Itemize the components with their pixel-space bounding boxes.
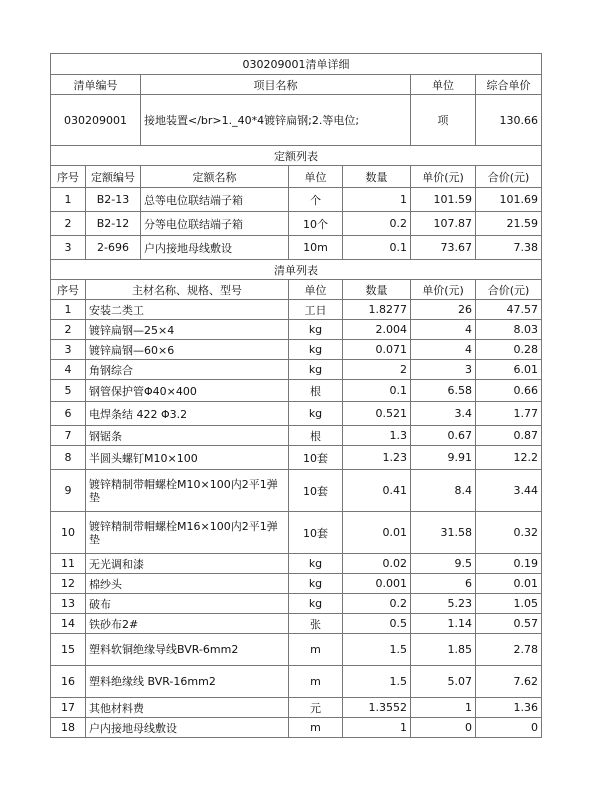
material-unit: 工日 xyxy=(289,300,343,320)
bill-detail-table xyxy=(50,53,542,738)
list-unit-header: 单位 xyxy=(411,75,476,95)
material-name: 镀锌精制带帽螺栓M16×100内2平1弹垫 xyxy=(86,512,289,554)
table-row xyxy=(51,614,542,634)
material-seq: 3 xyxy=(51,340,86,360)
material-name: 镀锌扁钢—60×6 xyxy=(86,340,289,360)
list-price: 130.66 xyxy=(476,95,542,146)
material-price: 6.58 xyxy=(411,380,476,402)
quota-qty: 1 xyxy=(343,188,411,212)
material-unit: 根 xyxy=(289,380,343,402)
material-qty: 0.521 xyxy=(343,402,411,426)
material-seq: 16 xyxy=(51,666,86,698)
material-name: 铁砂布2# xyxy=(86,614,289,634)
material-qty-header: 数量 xyxy=(343,280,411,300)
material-total: 0 xyxy=(476,718,542,738)
material-seq-header: 序号 xyxy=(51,280,86,300)
material-seq: 6 xyxy=(51,402,86,426)
material-seq: 7 xyxy=(51,426,86,446)
material-qty: 0.41 xyxy=(343,470,411,512)
table-row xyxy=(51,380,542,402)
material-qty: 0.01 xyxy=(343,512,411,554)
material-seq: 14 xyxy=(51,614,86,634)
table-row xyxy=(51,426,542,446)
material-qty: 0.02 xyxy=(343,554,411,574)
table-row xyxy=(51,718,542,738)
quota-name: 户内接地母线敷设 xyxy=(141,236,289,260)
material-seq: 13 xyxy=(51,594,86,614)
list-price-header: 综合单价 xyxy=(476,75,542,95)
material-seq: 1 xyxy=(51,300,86,320)
material-qty: 1.8277 xyxy=(343,300,411,320)
material-qty: 2.004 xyxy=(343,320,411,340)
table-row xyxy=(51,320,542,340)
material-qty: 2 xyxy=(343,360,411,380)
material-total: 2.78 xyxy=(476,634,542,666)
material-total: 0.01 xyxy=(476,574,542,594)
material-name: 镀锌精制带帽螺栓M10×100内2平1弹垫 xyxy=(86,470,289,512)
table-row xyxy=(51,300,542,320)
material-seq: 4 xyxy=(51,360,86,380)
material-name: 角钢综合 xyxy=(86,360,289,380)
table-row xyxy=(51,512,542,554)
quota-section-title: 定额列表 xyxy=(51,146,542,166)
material-unit: 10套 xyxy=(289,470,343,512)
material-total: 0.66 xyxy=(476,380,542,402)
material-total: 0.87 xyxy=(476,426,542,446)
material-unit: 张 xyxy=(289,614,343,634)
list-name-header: 项目名称 xyxy=(141,75,411,95)
material-price: 1.14 xyxy=(411,614,476,634)
material-total: 0.19 xyxy=(476,554,542,574)
list-code-header: 清单编号 xyxy=(51,75,141,95)
quota-total: 21.59 xyxy=(476,212,542,236)
quota-unit: 个 xyxy=(289,188,343,212)
material-name: 破布 xyxy=(86,594,289,614)
quota-qty: 0.2 xyxy=(343,212,411,236)
material-qty: 1.23 xyxy=(343,446,411,470)
material-price: 5.07 xyxy=(411,666,476,698)
material-total: 1.77 xyxy=(476,402,542,426)
material-qty: 1.3552 xyxy=(343,698,411,718)
material-unit: 根 xyxy=(289,426,343,446)
material-price: 4 xyxy=(411,340,476,360)
quota-total: 7.38 xyxy=(476,236,542,260)
table-row xyxy=(51,470,542,512)
material-seq: 2 xyxy=(51,320,86,340)
material-price: 4 xyxy=(411,320,476,340)
quota-total: 101.69 xyxy=(476,188,542,212)
material-price: 26 xyxy=(411,300,476,320)
material-unit: kg xyxy=(289,402,343,426)
material-price: 3.4 xyxy=(411,402,476,426)
material-price: 31.58 xyxy=(411,512,476,554)
material-total: 12.2 xyxy=(476,446,542,470)
material-total-header: 合价(元) xyxy=(476,280,542,300)
material-price: 1 xyxy=(411,698,476,718)
quota-name: 分等电位联结端子箱 xyxy=(141,212,289,236)
material-price: 9.91 xyxy=(411,446,476,470)
table-row xyxy=(51,446,542,470)
quota-code: B2-13 xyxy=(86,188,141,212)
material-seq: 18 xyxy=(51,718,86,738)
material-qty: 1.5 xyxy=(343,634,411,666)
material-unit-header: 单位 xyxy=(289,280,343,300)
material-qty: 0.5 xyxy=(343,614,411,634)
material-name: 塑料绝缘线 BVR-16mm2 xyxy=(86,666,289,698)
quota-qty-header: 数量 xyxy=(343,166,411,188)
material-total: 1.05 xyxy=(476,594,542,614)
material-unit: kg xyxy=(289,574,343,594)
material-total: 7.62 xyxy=(476,666,542,698)
material-total: 1.36 xyxy=(476,698,542,718)
quota-price-header: 单价(元) xyxy=(411,166,476,188)
material-name: 半圆头螺钉M10×100 xyxy=(86,446,289,470)
material-seq: 12 xyxy=(51,574,86,594)
material-name: 镀锌扁钢—25×4 xyxy=(86,320,289,340)
material-unit: kg xyxy=(289,340,343,360)
material-qty: 1.5 xyxy=(343,666,411,698)
material-seq: 8 xyxy=(51,446,86,470)
material-unit: kg xyxy=(289,320,343,340)
material-unit: kg xyxy=(289,554,343,574)
material-total: 3.44 xyxy=(476,470,542,512)
material-price: 6 xyxy=(411,574,476,594)
material-name: 塑料软铜绝缘导线BVR-6mm2 xyxy=(86,634,289,666)
quota-qty: 0.1 xyxy=(343,236,411,260)
material-seq: 5 xyxy=(51,380,86,402)
material-price: 0.67 xyxy=(411,426,476,446)
material-qty: 0.001 xyxy=(343,574,411,594)
quota-seq-header: 序号 xyxy=(51,166,86,188)
material-price: 0 xyxy=(411,718,476,738)
table-row xyxy=(51,666,542,698)
table-row xyxy=(51,594,542,614)
material-total: 6.01 xyxy=(476,360,542,380)
material-seq: 11 xyxy=(51,554,86,574)
material-total: 0.32 xyxy=(476,512,542,554)
material-total: 0.57 xyxy=(476,614,542,634)
quota-code: B2-12 xyxy=(86,212,141,236)
material-price: 9.5 xyxy=(411,554,476,574)
table-row xyxy=(51,360,542,380)
material-price-header: 单价(元) xyxy=(411,280,476,300)
material-name: 钢管保护管Φ40×400 xyxy=(86,380,289,402)
quota-row xyxy=(51,236,542,260)
material-total: 0.28 xyxy=(476,340,542,360)
material-name: 钢锯条 xyxy=(86,426,289,446)
material-unit: m xyxy=(289,718,343,738)
material-qty: 1.3 xyxy=(343,426,411,446)
table-row xyxy=(51,554,542,574)
list-unit: 项 xyxy=(411,95,476,146)
quota-seq: 1 xyxy=(51,188,86,212)
quota-code-header: 定额编号 xyxy=(86,166,141,188)
quota-price: 107.87 xyxy=(411,212,476,236)
quota-code: 2-696 xyxy=(86,236,141,260)
quota-unit: 10m xyxy=(289,236,343,260)
quota-seq: 3 xyxy=(51,236,86,260)
material-list xyxy=(51,300,542,738)
material-price: 3 xyxy=(411,360,476,380)
list-code: 030209001 xyxy=(51,95,141,146)
table-title: 030209001清单详细 xyxy=(51,54,542,75)
material-name: 安装二类工 xyxy=(86,300,289,320)
material-unit: kg xyxy=(289,360,343,380)
material-qty: 0.071 xyxy=(343,340,411,360)
material-qty: 0.1 xyxy=(343,380,411,402)
quota-row xyxy=(51,212,542,236)
material-qty: 1 xyxy=(343,718,411,738)
material-seq: 17 xyxy=(51,698,86,718)
material-unit: m xyxy=(289,634,343,666)
quota-price: 73.67 xyxy=(411,236,476,260)
material-seq: 10 xyxy=(51,512,86,554)
material-unit: kg xyxy=(289,594,343,614)
quota-unit: 10个 xyxy=(289,212,343,236)
material-total: 47.57 xyxy=(476,300,542,320)
quota-name-header: 定额名称 xyxy=(141,166,289,188)
quota-price: 101.59 xyxy=(411,188,476,212)
material-name: 无光调和漆 xyxy=(86,554,289,574)
quota-total-header: 合价(元) xyxy=(476,166,542,188)
table-row xyxy=(51,634,542,666)
material-unit: 10套 xyxy=(289,446,343,470)
material-name-header: 主材名称、规格、型号 xyxy=(86,280,289,300)
material-qty: 0.2 xyxy=(343,594,411,614)
material-name: 电焊条结 422 Φ3.2 xyxy=(86,402,289,426)
table-row xyxy=(51,698,542,718)
material-total: 8.03 xyxy=(476,320,542,340)
table-row xyxy=(51,340,542,360)
material-section-title: 清单列表 xyxy=(51,260,542,280)
quota-seq: 2 xyxy=(51,212,86,236)
table-row xyxy=(51,402,542,426)
material-name: 棉纱头 xyxy=(86,574,289,594)
material-unit: 元 xyxy=(289,698,343,718)
table-row xyxy=(51,574,542,594)
material-price: 8.4 xyxy=(411,470,476,512)
material-unit: m xyxy=(289,666,343,698)
material-price: 5.23 xyxy=(411,594,476,614)
quota-name: 总等电位联结端子箱 xyxy=(141,188,289,212)
material-seq: 15 xyxy=(51,634,86,666)
material-name: 其他材料费 xyxy=(86,698,289,718)
quota-unit-header: 单位 xyxy=(289,166,343,188)
material-seq: 9 xyxy=(51,470,86,512)
material-price: 1.85 xyxy=(411,634,476,666)
material-name: 户内接地母线敷设 xyxy=(86,718,289,738)
quota-row xyxy=(51,188,542,212)
material-unit: 10套 xyxy=(289,512,343,554)
list-name: 接地装置</br>1._40*4镀锌扁钢;2.等电位; xyxy=(141,95,411,146)
